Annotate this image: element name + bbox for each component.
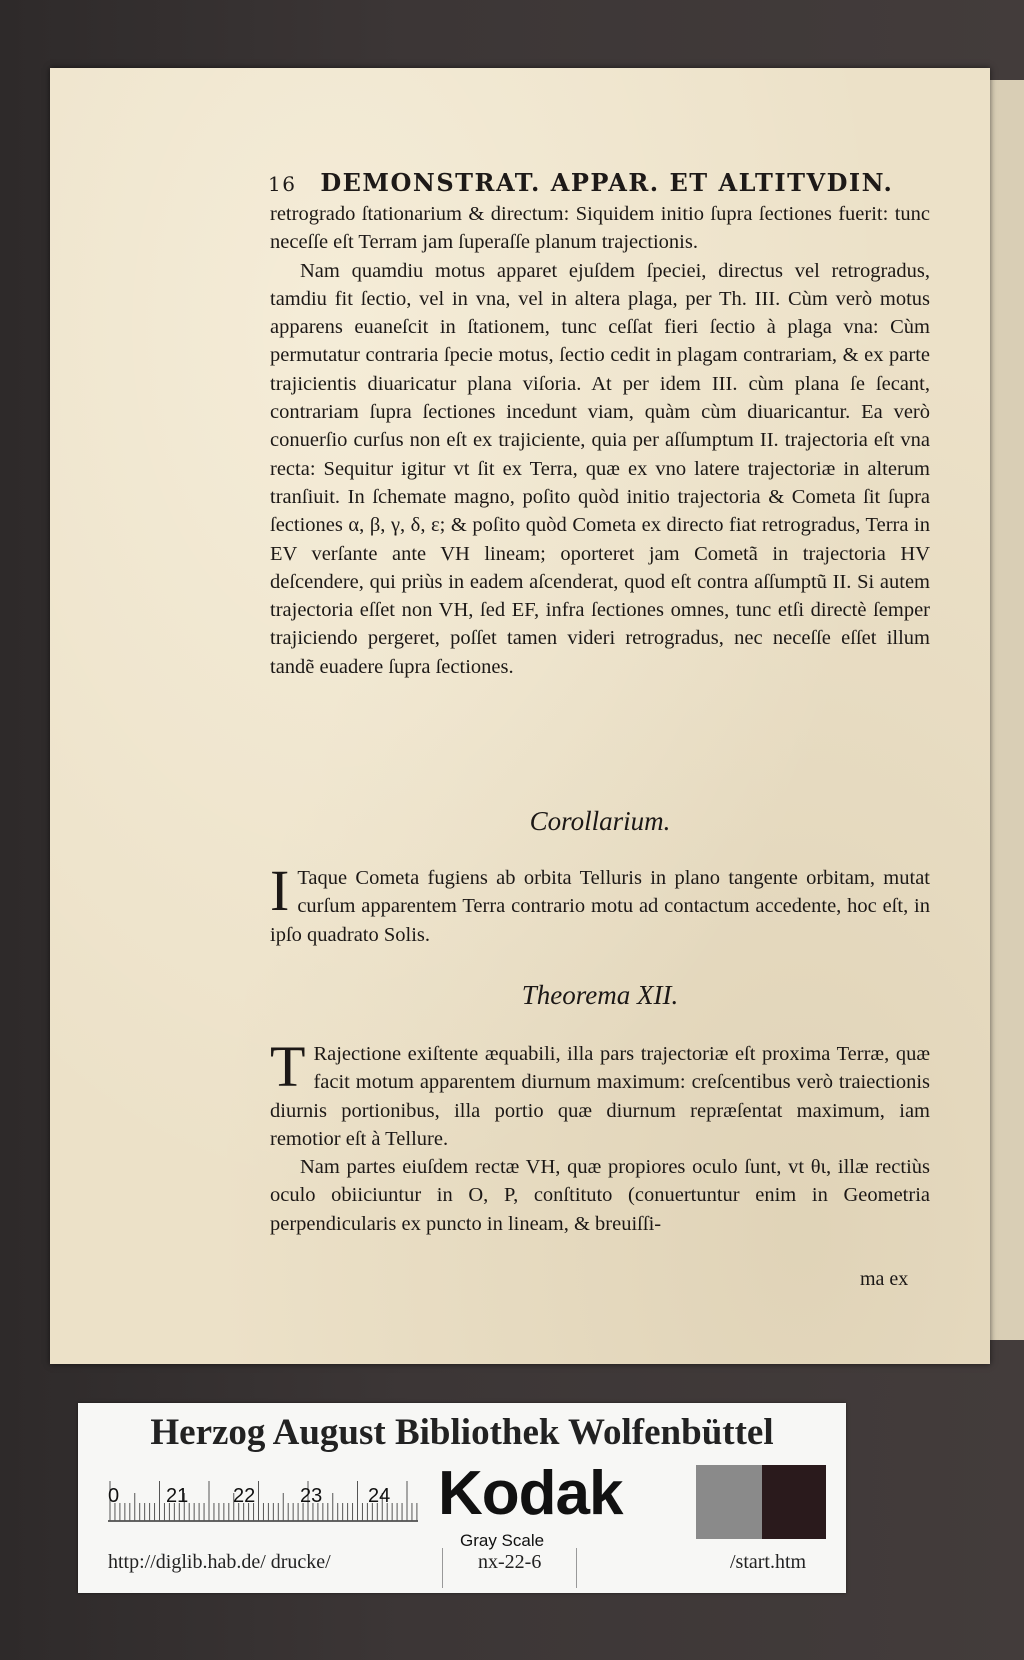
theorem-block <box>270 1034 930 1238</box>
url-right: /start.htm <box>730 1551 807 1573</box>
catchword: ma ex <box>860 1268 909 1290</box>
paragraph-main: Nam quamdiu motus apparet ejuſdem ſpeciei, directus vel retrogradus, tamdiu fit ſectio, vel in vna, vel in altera plaga, per Th. III. Cùm verò motus apparens euaneſcit in ſtationem, tunc ceſſat fieri ſectio à plaga vna: Cùm permutatur contraria ſpecie motus, ſectio cedit in plagam contrariam, & ex parte trajicientis diuaricatur plana viſoria. At per idem III. cùm plana ſe ſecant, contrariam ſupra ſectiones incedunt viam, quàm cùm diuaricantur. Ea verò conuerſio curſus non eſt ex trajiciente, quia per aſſumptum II. trajectoria eſt vna recta: Sequitur igitur vt ſit ex Terra, quæ ex vno latere trajectoriæ in alterum tranſiuit. In ſchemate magno, poſito quòd initio trajectoria & Cometa ſit ſupra ſectiones α, β, γ, δ, ε; & poſito quòd Cometa ex directo fiat retrogradus, Terra in EV verſante ante VH lineam; oporteret jam Cometã in trajectoria HV deſcendere, qui priùs in eadem aſcenderat, quod eſt contra aſſumptũ II. Si autem trajectoria eſſet non VH, ſed EF, infra ſectiones omnes, tunc etſi directè ſemper trajiciendo pergeret, poſſet tamen videri retrogradus, nec neceſſe eſſet illum tandẽ euadere ſupra ſectiones. <box>270 259 930 678</box>
corollary-heading: Corollarium. <box>529 806 671 836</box>
theorem-dropcap: T <box>270 1034 306 1099</box>
theorem-heading: Theorema XII. <box>521 980 679 1010</box>
shelfmark: nx-22-6 <box>478 1551 542 1573</box>
gray-patch-medium <box>696 1465 762 1539</box>
ruler-label-24: 24 <box>368 1485 391 1507</box>
library-target-card <box>78 1403 846 1593</box>
kodak-logo: Kodak <box>438 1459 623 1528</box>
paragraph-continued: retrogrado ſtationarium & directum: Siquidem initio ſupra ſectiones fuerit: tunc neceſſe eſt Terram jam ſuperaſſe planum trajectionis. <box>270 203 930 254</box>
library-name: Herzog August Bibliothek Wolfenbüttel <box>150 1412 774 1453</box>
page-number: 16 <box>268 172 297 196</box>
body-text-block <box>270 200 930 681</box>
facing-page-edge <box>988 80 1024 1340</box>
footer-divider-2 <box>576 1548 577 1588</box>
ruler-label-22: 22 <box>233 1485 256 1507</box>
running-head <box>268 168 908 197</box>
url-left: http://diglib.hab.de/ drucke/ <box>108 1551 331 1573</box>
theorem-demonstration: Nam partes eiuſdem rectæ VH, quæ propiores oculo ſunt, vt θι, illæ rectiùs oculo obiiciuntur in O, P, conſtituto (conuertuntur enim in Geometria perpendicularis ex puncto in lineam, & breuiſſi- <box>270 1156 930 1235</box>
ruler-label-21: 21 <box>166 1485 189 1507</box>
running-head-title: DEMONSTRAT. APPAR. ET ALTITVDIN. <box>320 168 894 197</box>
corollary-block <box>270 858 930 949</box>
corollary-text: Taque Cometa fugiens ab orbita Telluris in plano tangente orbitam, mutat curſum apparentem Terra contrario motu ad contactum accedente, hoc eſt, in ipſo quadrato Solis. <box>270 867 930 946</box>
footer-divider <box>442 1548 443 1588</box>
theorem-paragraph <box>270 1034 930 1153</box>
gray-scale-label: Gray Scale <box>460 1531 545 1550</box>
ruler-label-23: 23 <box>300 1485 323 1507</box>
gray-patch-dark <box>762 1465 826 1539</box>
corollary-dropcap: I <box>270 858 290 923</box>
ruler-label-0: 0 <box>108 1485 120 1507</box>
theorem-text: Rajectione exiſtente æquabili, illa pars trajectoriæ eſt proxima Terræ, quæ facit motum apparentem diurnum maximum: creſcentibus verò traiectionis diurnis portionibus, illa portio quæ diurnum repræſentat maximum, iam remotior eſt à Tellure. <box>270 1043 930 1150</box>
